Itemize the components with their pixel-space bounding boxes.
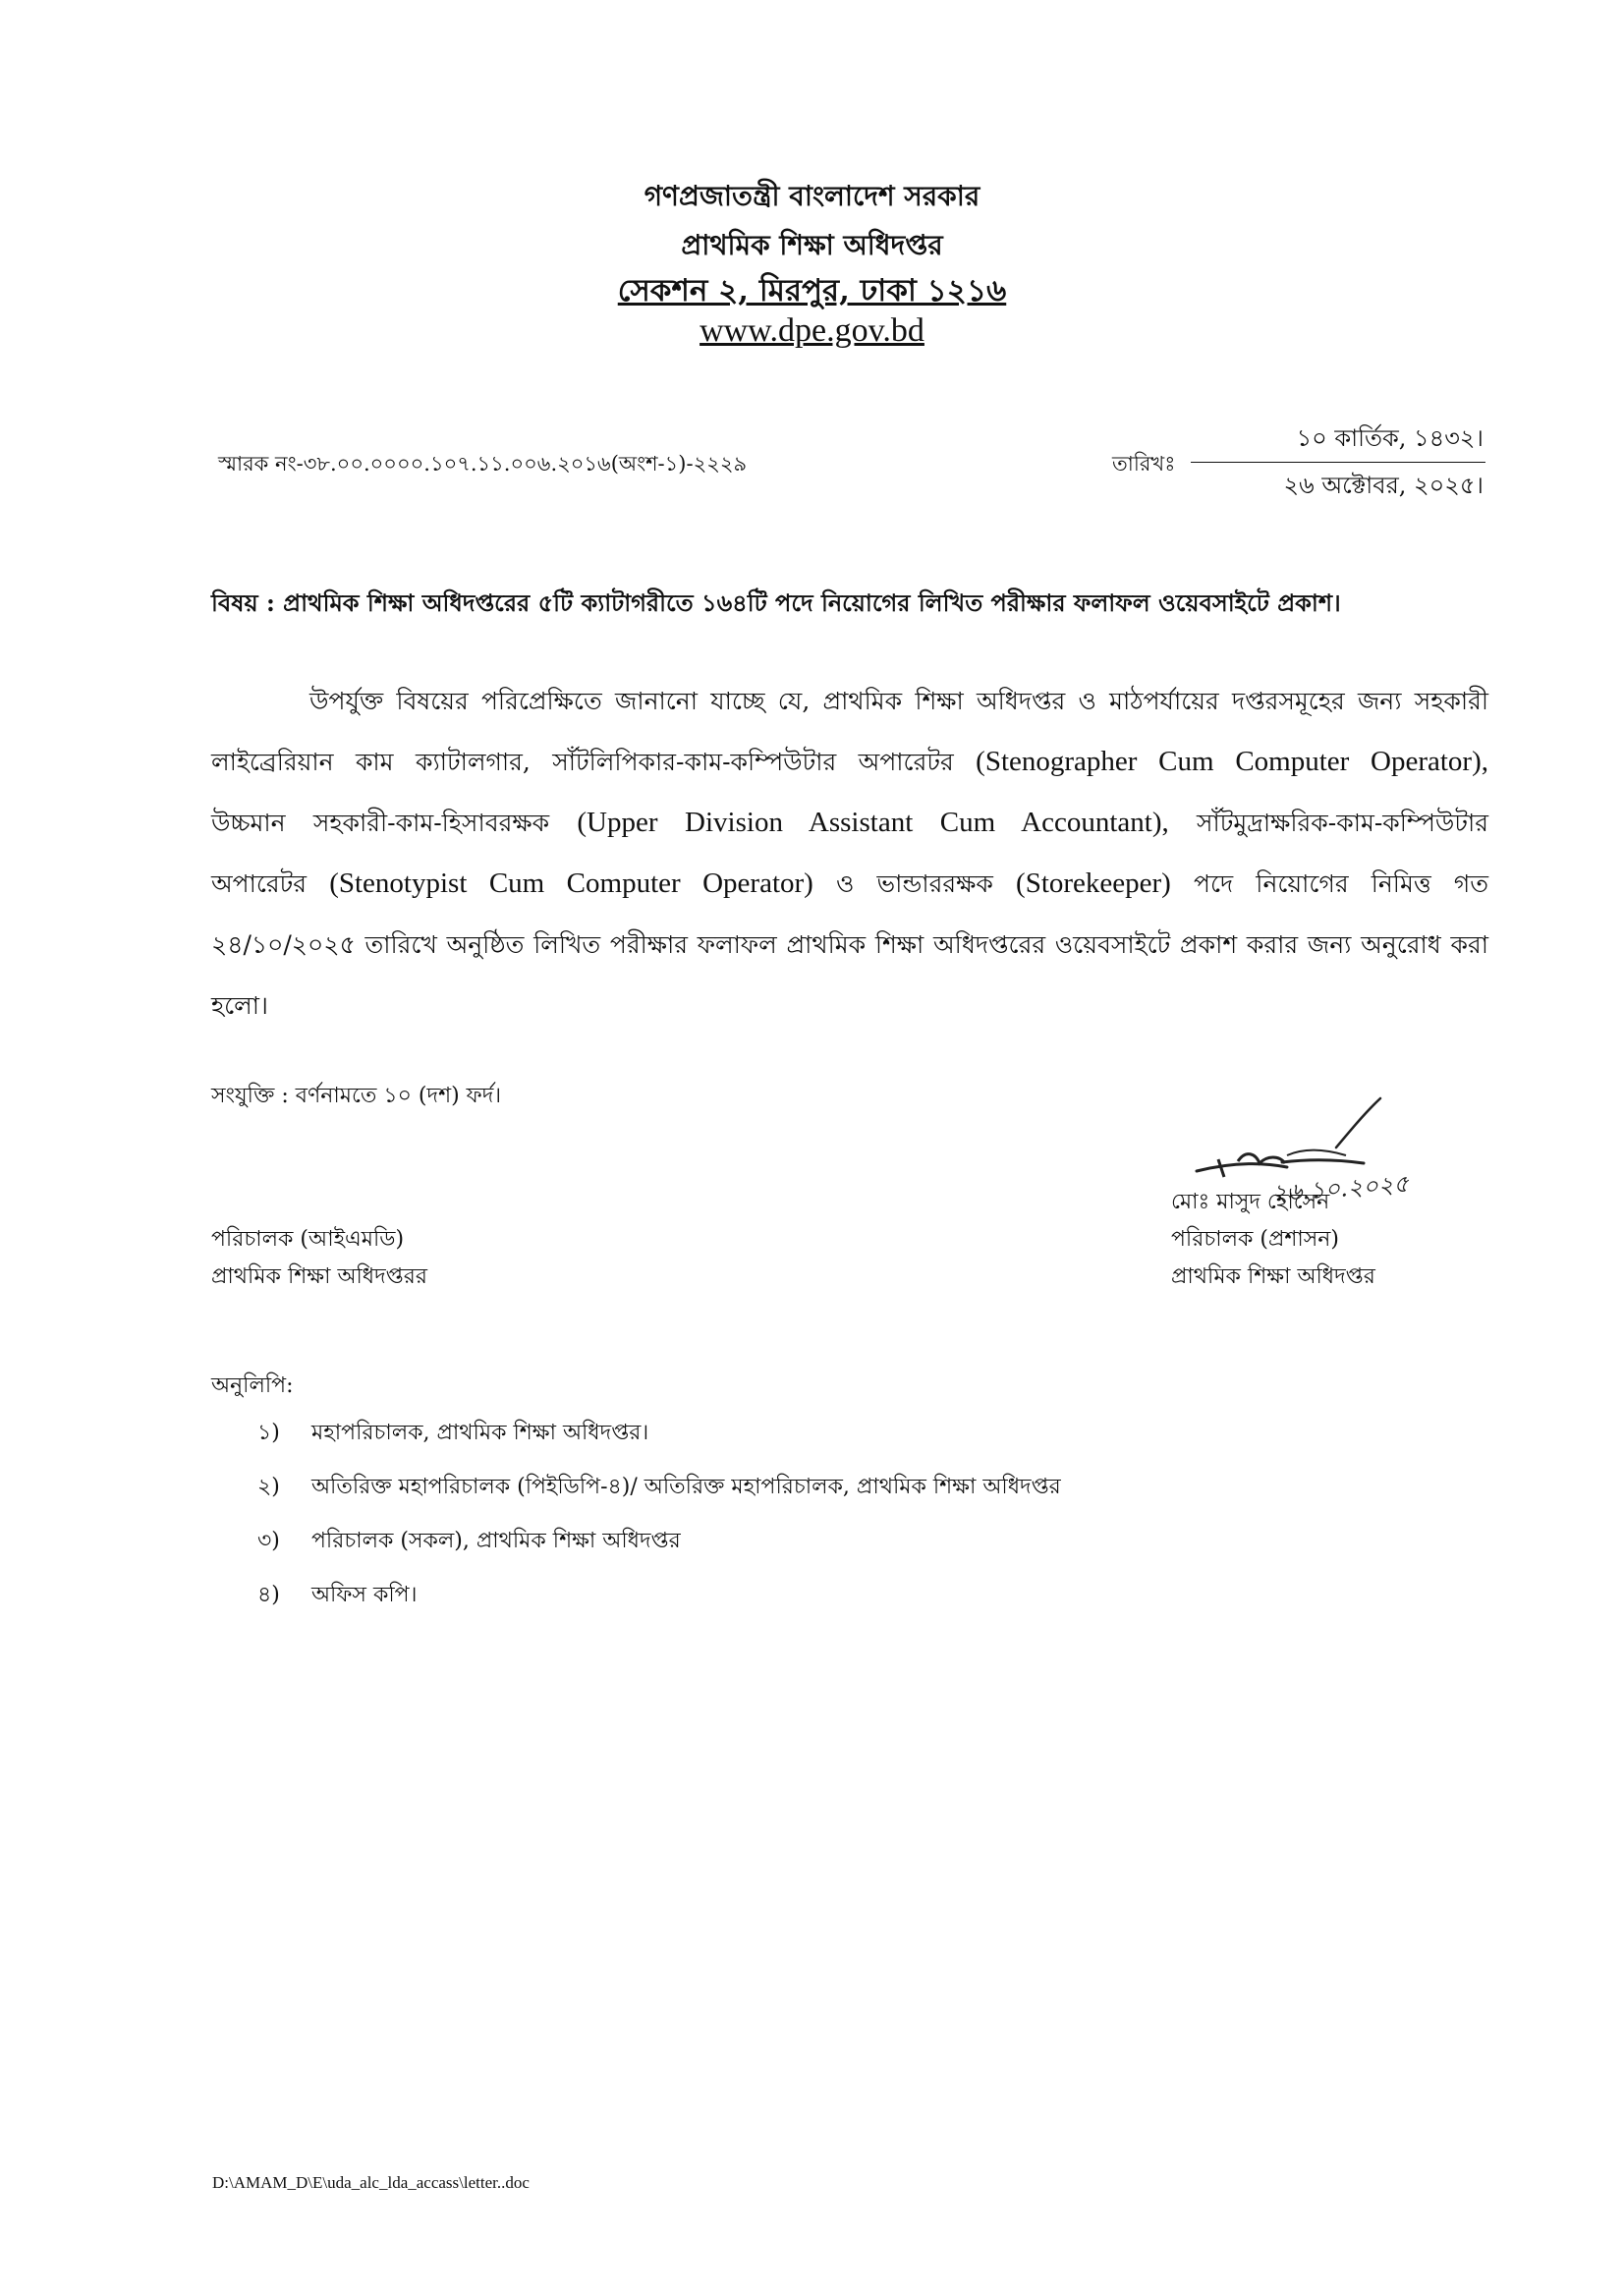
date-bangla: ১০ কার্তিক, ১৪৩২।	[1296, 424, 1484, 452]
recipient-office: প্রাথমিক শিক্ষা অধিদপ্তরর	[211, 1264, 427, 1289]
body-line-3-en: (Upper Division Assistant Cum Accountant),	[577, 807, 1169, 838]
body-line-4-bn: অপারেটর	[211, 869, 308, 898]
body-line-4-bn2: ও ভান্ডাররক্ষক	[835, 869, 993, 898]
copy-item-number: ৩)	[257, 1529, 280, 1553]
website-link[interactable]: www.dpe.gov.bd	[700, 312, 924, 349]
copy-item-number: ১)	[257, 1421, 280, 1445]
copy-item-text: অফিস কপি।	[311, 1583, 418, 1607]
copy-item-text: মহাপরিচালক, প্রাথমিক শিক্ষা অধিদপ্তর।	[311, 1421, 649, 1445]
memo-number: স্মারক নং-৩৮.০০.০০০০.১০৭.১১.০০৬.২০১৬(অংশ-১)-২২২৯	[218, 452, 748, 476]
body-line-4-bn3: পদে নিয়োগের নিমিত্ত গত	[1194, 869, 1489, 898]
recipient-block	[211, 1221, 427, 1296]
body-line-2-en: (Stenographer Cum Computer Operator),	[976, 746, 1488, 777]
copy-item-number: ২)	[257, 1475, 280, 1499]
copy-item-text: অতিরিক্ত মহাপরিচালক (পিইডিপি-৪)/ অতিরিক্ত মহাপরিচালক, প্রাথমিক শিক্ষা অধিদপ্তর	[311, 1475, 1061, 1499]
body-line-3-bn: উচ্চমান সহকারী-কাম-হিসাবরক্ষক	[211, 809, 550, 837]
copies-title: অনুলিপি:	[211, 1373, 294, 1398]
body-line-4-en2: (Storekeeper)	[1016, 868, 1171, 899]
date-divider	[1191, 462, 1485, 463]
signature-date: ২৬.১০.২০২৫	[1270, 1169, 1410, 1207]
copy-item-number: ৪)	[257, 1583, 280, 1607]
body-line-2	[211, 743, 1488, 785]
footer-file-path: D:\AMAM_D\E\uda_alc_lda_accass\letter..doc	[212, 2173, 530, 2192]
signatory-designation: পরিচালক (প্রশাসন)	[1171, 1227, 1340, 1252]
body-line-6: হলো।	[211, 991, 268, 1020]
copy-item-text: পরিচালক (সকল), প্রাথমিক শিক্ষা অধিদপ্তর	[311, 1529, 681, 1553]
body-line-5: ২৪/১০/২০২৫ তারিখে অনুষ্ঠিত লিখিত পরীক্ষার ফলাফল প্রাথমিক শিক্ষা অধিদপ্তরের ওয়েবসাইটে প্রকাশ করার জন্য অনুরোধ করা	[211, 930, 1488, 959]
body-line-3	[211, 804, 1488, 846]
signatory-block	[1171, 1184, 1375, 1296]
subject-line: বিষয় : প্রাথমিক শিক্ষা অধিদপ্তরের ৫টি ক্যাটাগরীতে ১৬৪টি পদে নিয়োগের লিখিত পরীক্ষার ফলাফল ওয়েবসাইটে প্রকাশ।	[211, 588, 1341, 617]
attachment-note: সংযুক্তি : বর্ণনামতে ১০ (দশ) ফর্দ।	[211, 1084, 502, 1108]
letterhead-department: প্রাথমিক শিক্ষা অধিদপ্তর	[681, 229, 943, 261]
letterhead-address	[0, 267, 1624, 318]
body-line-1: উপর্যুক্ত বিষয়ের পরিপ্রেক্ষিতে জানানো যাচ্ছে যে, প্রাথমিক শিক্ষা অধিদপ্তর ও মাঠপর্যায়ের দপ্তরসমূহের জন্য সহকারী	[309, 687, 1488, 715]
signatory-name: মোঃ মাসুদ হোসেন	[1171, 1190, 1330, 1214]
letterhead-address-text: সেকশন ২, মিরপুর, ঢাকা ১২১৬	[617, 273, 1007, 308]
body-line-2-bn: লাইব্রেরিয়ান কাম ক্যাটালগার, সাঁটলিপিকার-কাম-কম্পিউটার অপারেটর	[211, 748, 954, 776]
letterhead-government: গণপ্রজাতন্ত্রী বাংলাদেশ সরকার	[644, 180, 980, 212]
recipient-designation: পরিচালক (আইএমডি)	[211, 1227, 405, 1252]
date-english: ২৬ অক্টোবর, ২০২৫।	[1283, 472, 1484, 499]
body-line-3-bn2: সাঁটমুদ্রাক্ষরিক-কাম-কম্পিউটার	[1197, 809, 1489, 837]
letterhead-website[interactable]	[0, 312, 1624, 350]
signatory-office: প্রাথমিক শিক্ষা অধিদপ্তর	[1171, 1264, 1375, 1289]
date-label: তারিখঃ	[1112, 452, 1176, 476]
body-line-4-en: (Stenotypist Cum Computer Operator)	[329, 868, 813, 899]
body-line-4	[211, 865, 1488, 907]
